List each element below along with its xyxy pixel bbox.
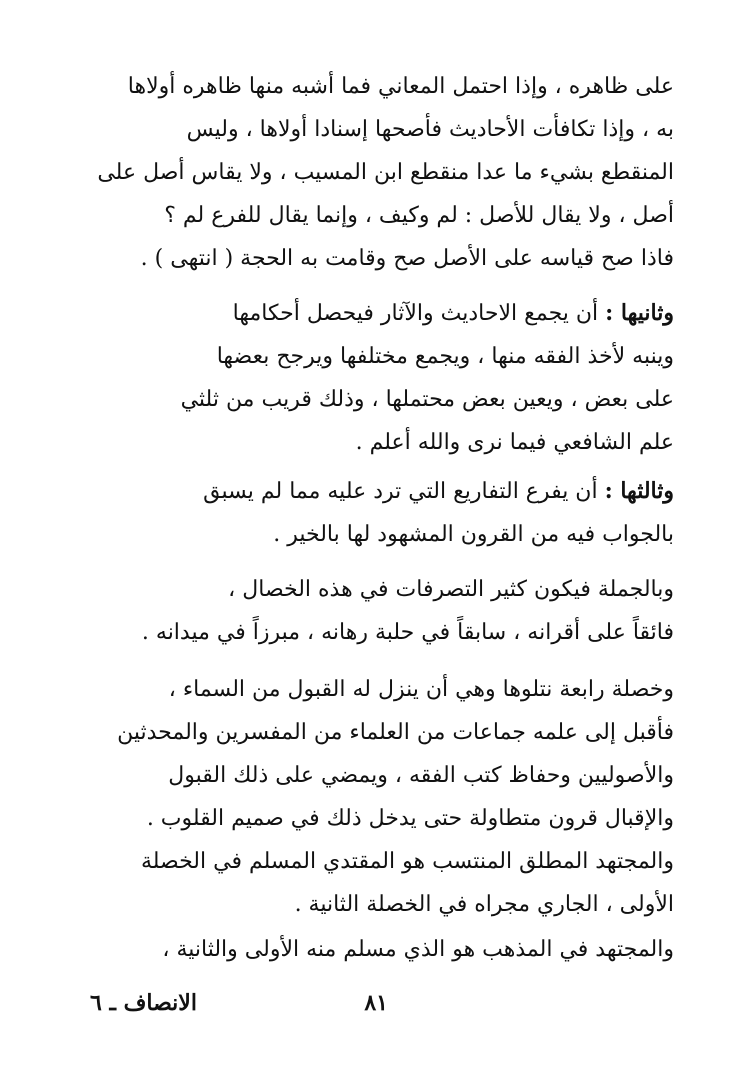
text-line: علم الشافعي فيما نرى والله أعلم . (355, 430, 674, 455)
paragraph-6 (78, 928, 674, 971)
text-line: وخصلة رابعة نتلوها وهي أن ينزل له القبول من السماء ، (168, 677, 674, 702)
paragraph-lead: وثالثها : (604, 478, 674, 504)
text-line: والمجتهد في المذهب هو الذي مسلم منه الأولى والثانية ، (162, 937, 674, 962)
paragraph-2 (78, 292, 674, 464)
text-line: والإقبال قرون متطاولة حتى يدخل ذلك في صميم القلوب . (146, 806, 674, 831)
text-line: أصل ، ولا يقال للأصل : لم وكيف ، وإنما يقال للفرع لم ؟ (164, 203, 674, 228)
paragraph-lead: وثانيها : (605, 300, 674, 326)
text-line: به ، وإذا تكافأت الأحاديث فأصحها إسنادا أولاها ، وليس (186, 117, 674, 142)
text-line: وينبه لأخذ الفقه منها ، ويجمع مختلفها ويرجح بعضها (216, 344, 674, 369)
text-line: على بعض ، ويعين بعض محتملها ، وذلك قريب من ثلثي (180, 387, 674, 412)
paragraph-1 (78, 65, 674, 280)
text-line (78, 470, 674, 513)
text-line: والأصوليين وحفاظ كتب الفقه ، ويمضي على ذلك القبول (168, 763, 674, 788)
text-line-body: أن يفرع التفاريع التي ترد عليه مما لم يسبق (203, 479, 598, 504)
text-line: فاذا صح قياسه على الأصل صح وقامت به الحجة ( انتهى ) . (140, 246, 674, 271)
running-title: الانصاف ـ ٦ (90, 990, 197, 1016)
text-line: والمجتهد المطلق المنتسب هو المقتدي المسلم في الخصلة (140, 849, 674, 874)
text-line: المنقطع بشيء ما عدا منقطع ابن المسيب ، ولا يقاس أصل على (97, 160, 674, 185)
paragraph-4 (78, 568, 674, 654)
text-line: بالجواب فيه من القرون المشهود لها بالخير . (273, 522, 674, 547)
text-line: على ظاهره ، وإذا احتمل المعاني فما أشبه منها ظاهره أولاها (127, 74, 674, 99)
page-number: ٨١ (364, 990, 388, 1016)
text-line-body: أن يجمع الاحاديث والآثار فيحصل أحكامها (232, 301, 599, 326)
paragraph-5 (78, 668, 674, 926)
text-line: الأولى ، الجاري مجراه في الخصلة الثانية . (294, 892, 674, 917)
paragraph-3 (78, 470, 674, 556)
page-footer (90, 990, 650, 1030)
text-line: فأقبل إلى علمه جماعات من العلماء من المفسرين والمحدثين (117, 720, 674, 745)
text-line: فائقاً على أقرانه ، سابقاً في حلبة رهانه ، مبرزاً في ميدانه . (141, 620, 674, 645)
text-line: وبالجملة فيكون كثير التصرفات في هذه الخصال ، (228, 577, 674, 602)
text-line (78, 292, 674, 335)
